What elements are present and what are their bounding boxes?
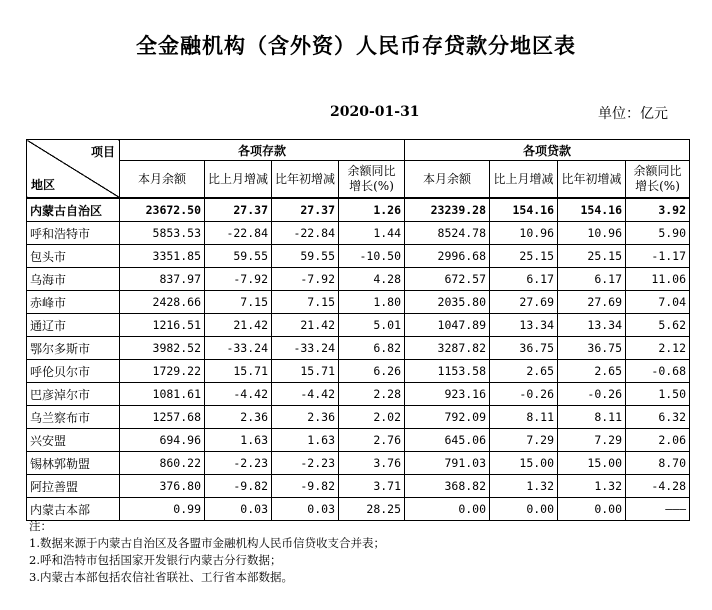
loans-group-header: 各项贷款 [405, 140, 690, 161]
deposit-balance-cell: 5853.53 [120, 222, 205, 245]
deposit-ytd-header: 比年初增减 [272, 161, 339, 199]
table-row [27, 245, 690, 268]
deposit-mom-cell: 59.55 [205, 245, 272, 268]
region-cell: 鄂尔多斯市 [27, 337, 120, 360]
deposit-mom-cell: 2.36 [205, 406, 272, 429]
loan-yoy-cell: 5.62 [626, 314, 690, 337]
loan-yoy-cell: 1.50 [626, 383, 690, 406]
loan-mom-cell: 36.75 [490, 337, 558, 360]
deposit-ytd-cell: 7.15 [272, 291, 339, 314]
deposit-yoy-cell: 2.02 [339, 406, 405, 429]
region-cell: 内蒙古本部 [27, 498, 120, 521]
deposit-mom-cell: 1.63 [205, 429, 272, 452]
loan-mom-cell: 6.17 [490, 268, 558, 291]
region-cell: 乌兰察布市 [27, 406, 120, 429]
loan-ytd-cell: 10.96 [558, 222, 626, 245]
loan-mom-cell: 15.00 [490, 452, 558, 475]
footnotes [29, 518, 385, 586]
loan-ytd-cell: 2.65 [558, 360, 626, 383]
loan-mom-cell: 25.15 [490, 245, 558, 268]
corner-header [27, 140, 120, 199]
deposit-balance-cell: 23672.50 [120, 198, 205, 222]
table-row [27, 314, 690, 337]
deposit-yoy-cell: 28.25 [339, 498, 405, 521]
deposit-mom-cell: 7.15 [205, 291, 272, 314]
region-cell: 兴安盟 [27, 429, 120, 452]
note-item: 1.数据来源于内蒙古自治区及各盟市金融机构人民币信贷收支合并表； [29, 536, 385, 550]
deposit-yoy-cell: 3.71 [339, 475, 405, 498]
loan-ytd-cell: 154.16 [558, 198, 626, 222]
deposit-yoy-cell: 6.26 [339, 360, 405, 383]
data-table [26, 139, 690, 521]
region-cell: 锡林郭勒盟 [27, 452, 120, 475]
deposit-mom-cell: 21.42 [205, 314, 272, 337]
corner-region-label: 地区 [31, 178, 56, 192]
loan-ytd-header: 比年初增减 [558, 161, 626, 199]
deposits-group-header: 各项存款 [120, 140, 405, 161]
deposit-ytd-cell: 0.03 [272, 498, 339, 521]
deposit-balance-cell: 0.99 [120, 498, 205, 521]
deposit-mom-header: 比上月增减 [205, 161, 272, 199]
region-cell: 呼伦贝尔市 [27, 360, 120, 383]
deposit-ytd-cell: 1.63 [272, 429, 339, 452]
deposit-yoy-cell: 3.76 [339, 452, 405, 475]
deposit-ytd-cell: 21.42 [272, 314, 339, 337]
loan-balance-cell: 1047.89 [405, 314, 490, 337]
deposit-mom-cell: 27.37 [205, 198, 272, 222]
loan-ytd-cell: 6.17 [558, 268, 626, 291]
loan-balance-cell: 923.16 [405, 383, 490, 406]
deposit-mom-cell: -7.92 [205, 268, 272, 291]
corner-item-label: 项目 [90, 145, 115, 159]
report-date: 2020-01-31 [330, 104, 420, 120]
loan-mom-cell: 1.32 [490, 475, 558, 498]
region-cell: 通辽市 [27, 314, 120, 337]
region-cell: 乌海市 [27, 268, 120, 291]
deposit-balance-header: 本月余额 [120, 161, 205, 199]
deposit-balance-cell: 1081.61 [120, 383, 205, 406]
deposit-ytd-cell: -22.84 [272, 222, 339, 245]
loan-balance-cell: 2035.80 [405, 291, 490, 314]
loan-ytd-cell: 25.15 [558, 245, 626, 268]
loan-balance-cell: 672.57 [405, 268, 490, 291]
table-row [27, 222, 690, 245]
deposit-mom-cell: -9.82 [205, 475, 272, 498]
unit-label: 单位：亿元 [598, 106, 668, 122]
table-row [27, 337, 690, 360]
deposit-mom-cell: -2.23 [205, 452, 272, 475]
loan-mom-header: 比上月增减 [490, 161, 558, 199]
loan-yoy-cell: 5.90 [626, 222, 690, 245]
deposit-ytd-cell: 59.55 [272, 245, 339, 268]
deposit-mom-cell: 15.71 [205, 360, 272, 383]
deposit-yoy-cell: 6.82 [339, 337, 405, 360]
loan-balance-cell: 792.09 [405, 406, 490, 429]
loan-mom-cell: 2.65 [490, 360, 558, 383]
loan-mom-cell: 8.11 [490, 406, 558, 429]
deposit-balance-cell: 3351.85 [120, 245, 205, 268]
loan-yoy-cell: 2.12 [626, 337, 690, 360]
loan-balance-cell: 791.03 [405, 452, 490, 475]
deposit-ytd-cell: -9.82 [272, 475, 339, 498]
deposit-yoy-cell: 1.80 [339, 291, 405, 314]
loan-ytd-cell: 7.29 [558, 429, 626, 452]
deposit-ytd-cell: -2.23 [272, 452, 339, 475]
loan-mom-cell: 27.69 [490, 291, 558, 314]
deposit-mom-cell: 0.03 [205, 498, 272, 521]
loan-mom-cell: 10.96 [490, 222, 558, 245]
loan-mom-cell: 154.16 [490, 198, 558, 222]
loan-balance-cell: 0.00 [405, 498, 490, 521]
region-cell: 阿拉善盟 [27, 475, 120, 498]
deposit-yoy-cell: 5.01 [339, 314, 405, 337]
table-row [27, 383, 690, 406]
loan-balance-cell: 3287.82 [405, 337, 490, 360]
loan-mom-cell: 13.34 [490, 314, 558, 337]
loan-yoy-cell: 2.06 [626, 429, 690, 452]
region-cell: 呼和浩特市 [27, 222, 120, 245]
loan-yoy-cell: 8.70 [626, 452, 690, 475]
table-row [27, 406, 690, 429]
loan-ytd-cell: 27.69 [558, 291, 626, 314]
loan-mom-cell: 0.00 [490, 498, 558, 521]
note-heading: 注： [29, 519, 52, 533]
loan-balance-cell: 1153.58 [405, 360, 490, 383]
loan-yoy-cell: ——— [626, 498, 690, 521]
deposit-balance-cell: 2428.66 [120, 291, 205, 314]
loan-yoy-cell: 6.32 [626, 406, 690, 429]
loan-balance-header: 本月余额 [405, 161, 490, 199]
deposit-balance-cell: 837.97 [120, 268, 205, 291]
deposit-ytd-cell: 2.36 [272, 406, 339, 429]
deposit-ytd-cell: -4.42 [272, 383, 339, 406]
loan-yoy-cell: -4.28 [626, 475, 690, 498]
table-row [27, 360, 690, 383]
loan-yoy-cell: 3.92 [626, 198, 690, 222]
deposit-balance-cell: 1216.51 [120, 314, 205, 337]
table-row [27, 429, 690, 452]
loan-yoy-cell: -0.68 [626, 360, 690, 383]
deposit-yoy-cell: 2.76 [339, 429, 405, 452]
loan-balance-cell: 2996.68 [405, 245, 490, 268]
deposit-mom-cell: -33.24 [205, 337, 272, 360]
deposit-yoy-cell: 1.44 [339, 222, 405, 245]
loan-ytd-cell: 15.00 [558, 452, 626, 475]
loan-balance-cell: 8524.78 [405, 222, 490, 245]
note-item: 2.呼和浩特市包括国家开发银行内蒙古分行数据； [29, 553, 282, 567]
region-cell: 包头市 [27, 245, 120, 268]
loan-ytd-cell: 36.75 [558, 337, 626, 360]
deposit-ytd-cell: -7.92 [272, 268, 339, 291]
deposit-balance-cell: 3982.52 [120, 337, 205, 360]
deposit-yoy-cell: 2.28 [339, 383, 405, 406]
loan-ytd-cell: 13.34 [558, 314, 626, 337]
loan-yoy-header: 余额同比增长(%) [626, 161, 690, 199]
table-row [27, 198, 690, 222]
deposit-ytd-cell: -33.24 [272, 337, 339, 360]
loan-ytd-cell: -0.26 [558, 383, 626, 406]
deposit-balance-cell: 694.96 [120, 429, 205, 452]
table-row [27, 268, 690, 291]
page-title: 全金融机构（含外资）人民币存贷款分地区表 [136, 34, 576, 58]
table-row [27, 291, 690, 314]
loan-balance-cell: 368.82 [405, 475, 490, 498]
deposit-ytd-cell: 27.37 [272, 198, 339, 222]
table-row [27, 475, 690, 498]
loan-balance-cell: 645.06 [405, 429, 490, 452]
deposit-balance-cell: 376.80 [120, 475, 205, 498]
deposit-mom-cell: -22.84 [205, 222, 272, 245]
region-cell: 巴彦淖尔市 [27, 383, 120, 406]
deposit-balance-cell: 1257.68 [120, 406, 205, 429]
loan-balance-cell: 23239.28 [405, 198, 490, 222]
loan-yoy-cell: 11.06 [626, 268, 690, 291]
note-item: 3.内蒙古本部包括农信社省联社、工行省本部数据。 [29, 570, 293, 584]
loan-ytd-cell: 1.32 [558, 475, 626, 498]
loan-ytd-cell: 8.11 [558, 406, 626, 429]
loan-mom-cell: -0.26 [490, 383, 558, 406]
deposit-mom-cell: -4.42 [205, 383, 272, 406]
deposit-yoy-cell: 1.26 [339, 198, 405, 222]
region-cell: 赤峰市 [27, 291, 120, 314]
deposit-yoy-cell: -10.50 [339, 245, 405, 268]
deposit-ytd-cell: 15.71 [272, 360, 339, 383]
table-row [27, 452, 690, 475]
deposit-yoy-cell: 4.28 [339, 268, 405, 291]
deposit-yoy-header: 余额同比增长(%) [339, 161, 405, 199]
loan-yoy-cell: -1.17 [626, 245, 690, 268]
deposit-balance-cell: 860.22 [120, 452, 205, 475]
loan-mom-cell: 7.29 [490, 429, 558, 452]
loan-ytd-cell: 0.00 [558, 498, 626, 521]
deposit-balance-cell: 1729.22 [120, 360, 205, 383]
loan-yoy-cell: 7.04 [626, 291, 690, 314]
region-cell: 内蒙古自治区 [27, 198, 120, 222]
